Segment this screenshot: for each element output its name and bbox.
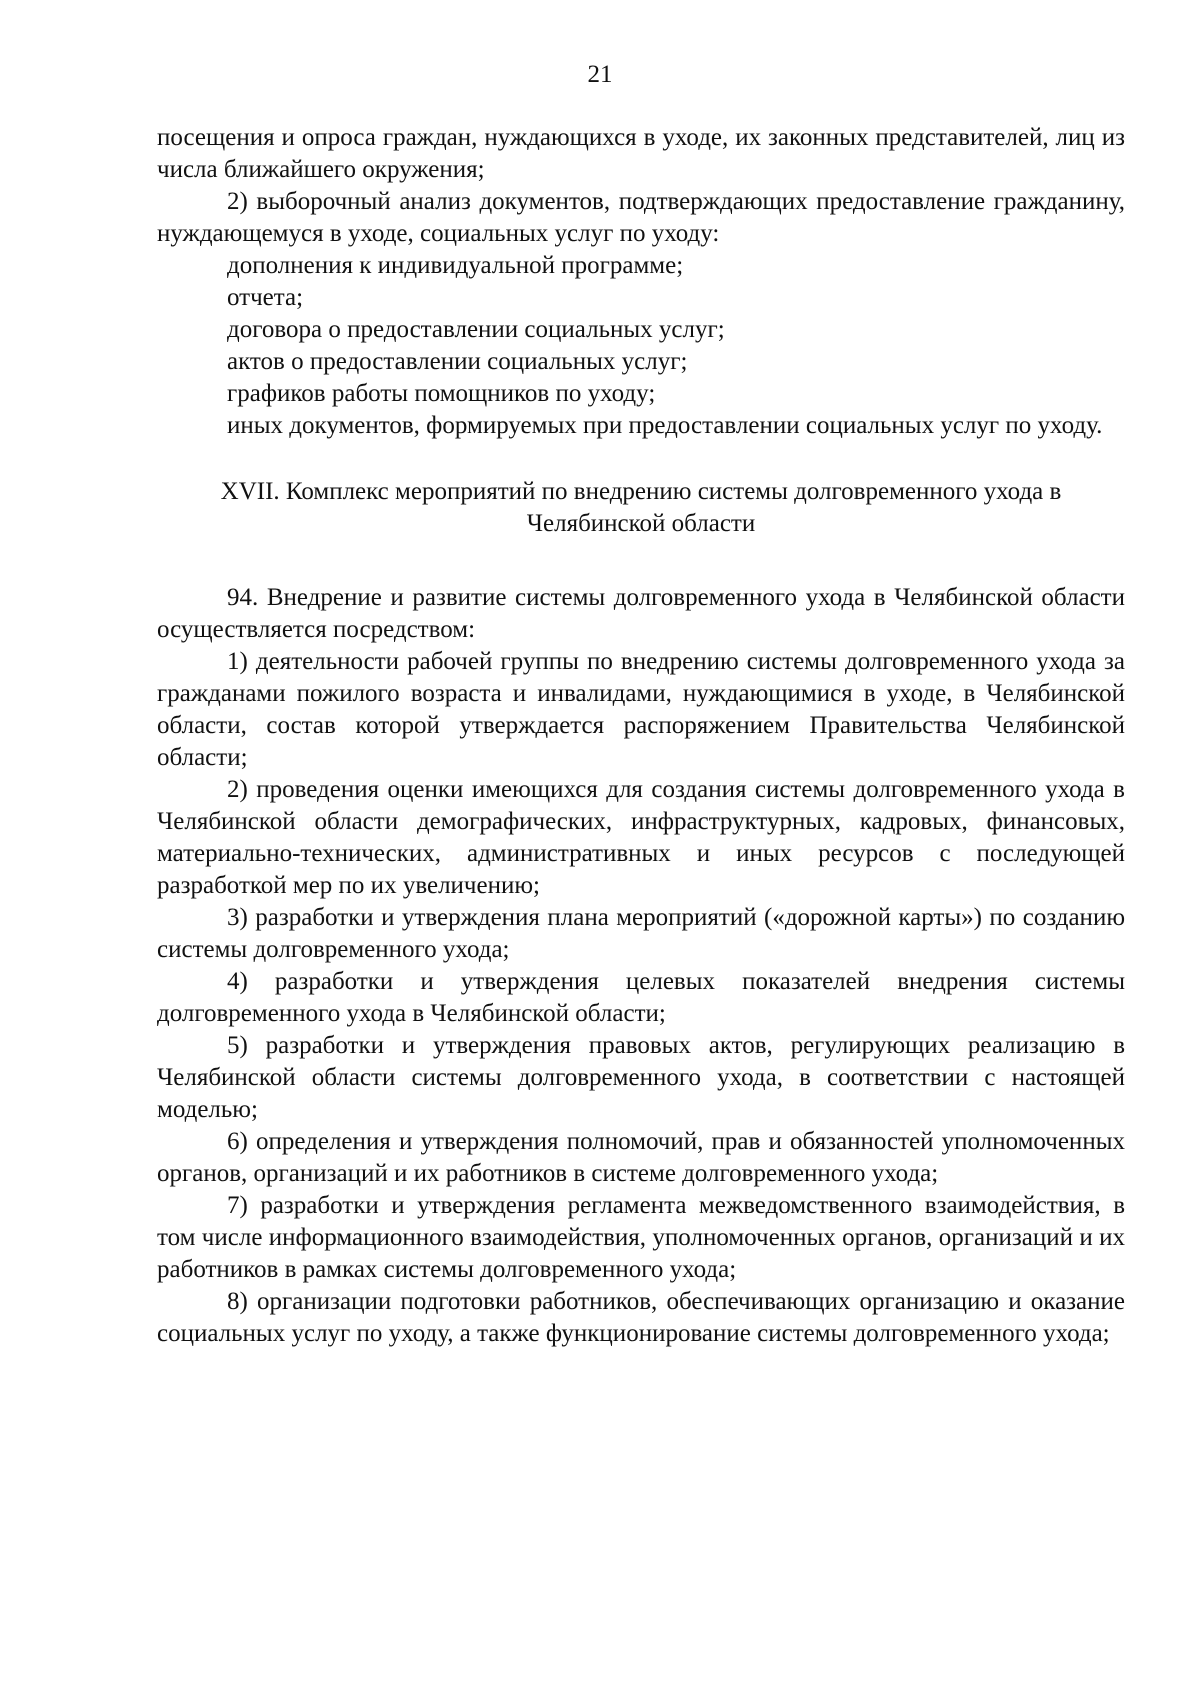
- clause-94-item: 1) деятельности рабочей группы по внедрению системы долговременного ухода за гражданами пожилого возраста и инвалидами, нуждающимися в уходе, в Челябинской области, состав которой утверждается распоряжением Правительства Челябинской области;: [157, 648, 1125, 771]
- clause-94-item: 6) определения и утверждения полномочий, прав и обязанностей уполномоченных органов, организаций и их работников в системе долговременного ухода;: [157, 1128, 1125, 1187]
- page-number: 21: [587, 61, 613, 88]
- item-2-analysis: 2) выборочный анализ документов, подтверждающих предоставление гражданину, нуждающемуся в уходе, социальных услуг по уходу:: [157, 188, 1125, 247]
- document-list-item: отчета;: [227, 284, 304, 311]
- continuation-paragraph: посещения и опроса граждан, нуждающихся в уходе, их законных представителей, лиц из числа ближайшего окружения;: [157, 124, 1125, 183]
- clause-94-item: 8) организации подготовки работников, обеспечивающих организацию и оказание социальных услуг по уходу, а также функционирование системы долговременного ухода;: [157, 1288, 1125, 1347]
- clause-94-item: 7) разработки и утверждения регламента межведомственного взаимодействия, в том числе информационного взаимодействия, уполномоченных органов, организаций и их работников в рамках системы долговременного ухода;: [157, 1192, 1125, 1283]
- section-heading-line2: Челябинской области: [526, 510, 756, 537]
- document-list-item: дополнения к индивидуальной программе;: [227, 252, 684, 279]
- section-heading-line1: XVII. Комплекс мероприятий по внедрению системы долговременного ухода в: [220, 478, 1062, 505]
- clause-94-item: 5) разработки и утверждения правовых актов, регулирующих реализацию в Челябинской области системы долговременного ухода, в соответствии с настоящей моделью;: [157, 1032, 1125, 1123]
- document-list-item: актов о предоставлении социальных услуг;: [227, 348, 688, 375]
- document-list-item: графиков работы помощников по уходу;: [227, 380, 656, 407]
- section-heading: [157, 476, 1125, 540]
- clause-94-item: 4) разработки и утверждения целевых показателей внедрения системы долговременного ухода в Челябинской области;: [157, 968, 1125, 1027]
- document-list-item: договора о предоставлении социальных услуг;: [227, 316, 725, 343]
- clause-94-item: 2) проведения оценки имеющихся для создания системы долговременного ухода в Челябинской области демографических, инфраструктурных, кадровых, финансовых, материально-технических, административных и иных ресурсов с последующей разработкой мер по их увеличению;: [157, 776, 1125, 899]
- document-list-item-last: иных документов, формируемых при предоставлении социальных услуг по уходу.: [227, 412, 1103, 439]
- clause-94-intro: 94. Внедрение и развитие системы долговременного ухода в Челябинской области осуществляется посредством:: [157, 584, 1125, 643]
- document-body: [157, 122, 1125, 1350]
- clause-94-item: 3) разработки и утверждения плана мероприятий («дорожной карты») по созданию системы долговременного ухода;: [157, 904, 1125, 963]
